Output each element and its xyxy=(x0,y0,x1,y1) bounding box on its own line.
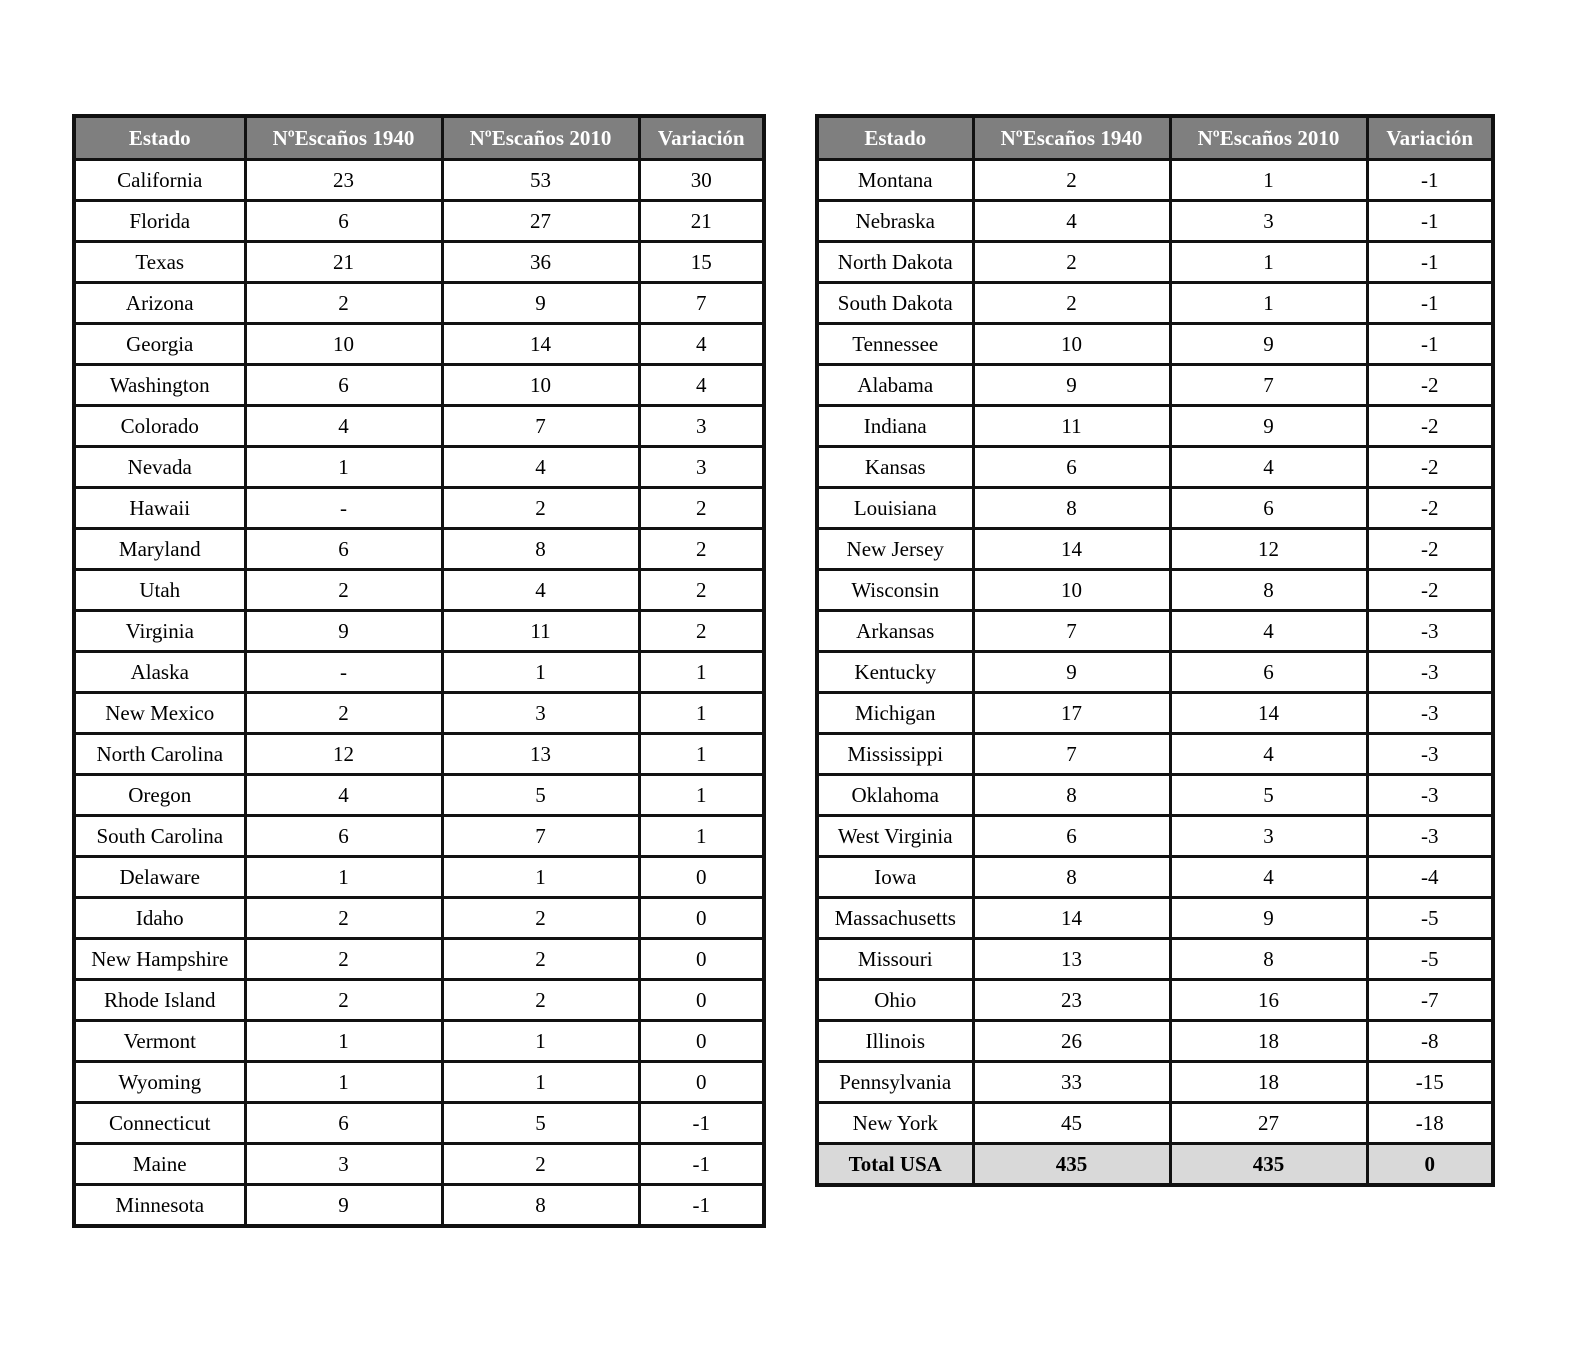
cell-seats-1940: 1 xyxy=(245,1062,442,1103)
table-row xyxy=(74,775,764,816)
cell-seats-1940: 6 xyxy=(245,365,442,406)
cell-seats-1940: 4 xyxy=(245,406,442,447)
cell-variation: 0 xyxy=(639,857,764,898)
table-body-left xyxy=(74,160,764,1227)
table-row xyxy=(817,1062,1493,1103)
table-row xyxy=(74,898,764,939)
cell-variation: -2 xyxy=(1367,488,1493,529)
table-row xyxy=(74,324,764,365)
table-row xyxy=(74,816,764,857)
cell-variation: -3 xyxy=(1367,652,1493,693)
table-row xyxy=(74,1103,764,1144)
cell-variation: -1 xyxy=(1367,242,1493,283)
cell-variation: -2 xyxy=(1367,406,1493,447)
table-row xyxy=(817,816,1493,857)
cell-seats-1940: 23 xyxy=(245,160,442,201)
table-header-row xyxy=(817,116,1493,160)
cell-variation: 4 xyxy=(639,365,764,406)
cell-seats-1940: 6 xyxy=(245,529,442,570)
table-row xyxy=(817,242,1493,283)
cell-seats-2010: 2 xyxy=(442,488,639,529)
cell-seats-2010: 4 xyxy=(442,447,639,488)
cell-seats-2010: 2 xyxy=(442,1144,639,1185)
column-header-seats-2010: NºEscaños 2010 xyxy=(442,116,639,160)
table-row xyxy=(817,447,1493,488)
cell-variation: -3 xyxy=(1367,816,1493,857)
cell-variation: 21 xyxy=(639,201,764,242)
cell-seats-1940: 33 xyxy=(973,1062,1170,1103)
table-row xyxy=(74,857,764,898)
table-row xyxy=(74,160,764,201)
cell-seats-1940: - xyxy=(245,652,442,693)
cell-state: Nebraska xyxy=(817,201,973,242)
cell-variation: 15 xyxy=(639,242,764,283)
cell-variation: 1 xyxy=(639,734,764,775)
cell-seats-2010: 18 xyxy=(1170,1062,1367,1103)
cell-seats-1940: 2 xyxy=(973,160,1170,201)
cell-seats-1940: 2 xyxy=(973,283,1170,324)
cell-state: Maryland xyxy=(74,529,245,570)
cell-seats-1940: 6 xyxy=(245,816,442,857)
cell-seats-1940: 6 xyxy=(973,447,1170,488)
cell-state: Ohio xyxy=(817,980,973,1021)
seats-table-right xyxy=(815,114,1495,1187)
table-row xyxy=(74,570,764,611)
cell-variation: 1 xyxy=(639,652,764,693)
cell-seats-2010: 36 xyxy=(442,242,639,283)
cell-seats-2010: 4 xyxy=(1170,611,1367,652)
cell-seats-2010: 2 xyxy=(442,939,639,980)
cell-seats-2010: 14 xyxy=(442,324,639,365)
cell-state: Nevada xyxy=(74,447,245,488)
cell-seats-2010: 4 xyxy=(442,570,639,611)
cell-state: Washington xyxy=(74,365,245,406)
cell-seats-2010: 5 xyxy=(442,1103,639,1144)
cell-seats-1940: 23 xyxy=(973,980,1170,1021)
cell-state: Delaware xyxy=(74,857,245,898)
table-row xyxy=(74,1062,764,1103)
cell-variation: 2 xyxy=(639,611,764,652)
cell-state: South Carolina xyxy=(74,816,245,857)
cell-seats-2010: 6 xyxy=(1170,652,1367,693)
table-row xyxy=(74,406,764,447)
cell-state: Louisiana xyxy=(817,488,973,529)
table-header-row xyxy=(74,116,764,160)
cell-seats-1940: 9 xyxy=(245,611,442,652)
cell-state: Idaho xyxy=(74,898,245,939)
table-row xyxy=(74,201,764,242)
cell-state: North Carolina xyxy=(74,734,245,775)
cell-seats-2010: 9 xyxy=(442,283,639,324)
table-row xyxy=(74,980,764,1021)
cell-seats-1940: 1 xyxy=(245,1021,442,1062)
cell-seats-1940: 10 xyxy=(973,324,1170,365)
cell-seats-2010: 2 xyxy=(442,980,639,1021)
table-row xyxy=(817,529,1493,570)
table-row xyxy=(817,570,1493,611)
cell-state: Missouri xyxy=(817,939,973,980)
cell-seats-1940: 9 xyxy=(973,652,1170,693)
cell-seats-2010: 1 xyxy=(1170,160,1367,201)
table-row xyxy=(817,406,1493,447)
cell-state: Tennessee xyxy=(817,324,973,365)
cell-variation: -2 xyxy=(1367,529,1493,570)
cell-variation: -1 xyxy=(1367,324,1493,365)
table-row xyxy=(817,283,1493,324)
table-row xyxy=(74,1021,764,1062)
cell-seats-1940: 8 xyxy=(973,775,1170,816)
cell-variation: -2 xyxy=(1367,447,1493,488)
cell-state: Pennsylvania xyxy=(817,1062,973,1103)
cell-state: Hawaii xyxy=(74,488,245,529)
cell-seats-1940: 8 xyxy=(973,488,1170,529)
cell-variation: -18 xyxy=(1367,1103,1493,1144)
table-row xyxy=(817,652,1493,693)
cell-state: Maine xyxy=(74,1144,245,1185)
table-row xyxy=(817,324,1493,365)
cell-seats-1940: 11 xyxy=(973,406,1170,447)
cell-seats-2010: 3 xyxy=(442,693,639,734)
cell-seats-1940: 17 xyxy=(973,693,1170,734)
cell-state: New Mexico xyxy=(74,693,245,734)
cell-seats-1940: 21 xyxy=(245,242,442,283)
cell-seats-2010: 27 xyxy=(442,201,639,242)
cell-variation: -1 xyxy=(639,1103,764,1144)
table-row xyxy=(74,939,764,980)
cell-seats-2010: 7 xyxy=(442,816,639,857)
column-header-seats-2010: NºEscaños 2010 xyxy=(1170,116,1367,160)
cell-state: Connecticut xyxy=(74,1103,245,1144)
cell-variation: 2 xyxy=(639,529,764,570)
cell-variation: 7 xyxy=(639,283,764,324)
cell-seats-1940: 8 xyxy=(973,857,1170,898)
table-row xyxy=(74,611,764,652)
cell-seats-2010: 3 xyxy=(1170,816,1367,857)
cell-seats-1940: 6 xyxy=(245,201,442,242)
table-row xyxy=(74,242,764,283)
cell-variation: 1 xyxy=(639,816,764,857)
table-row xyxy=(74,529,764,570)
cell-variation: 0 xyxy=(639,939,764,980)
cell-seats-1940: 2 xyxy=(245,939,442,980)
table-row xyxy=(817,775,1493,816)
table-row xyxy=(74,693,764,734)
table-row xyxy=(817,201,1493,242)
cell-seats-1940: 10 xyxy=(973,570,1170,611)
cell-state: West Virginia xyxy=(817,816,973,857)
cell-state: Minnesota xyxy=(74,1185,245,1227)
cell-state: South Dakota xyxy=(817,283,973,324)
cell-state: Massachusetts xyxy=(817,898,973,939)
cell-variation: 2 xyxy=(639,488,764,529)
cell-seats-2010: 1 xyxy=(442,1062,639,1103)
cell-seats-1940: 45 xyxy=(973,1103,1170,1144)
table-row xyxy=(817,1103,1493,1144)
cell-seats-2010: 13 xyxy=(442,734,639,775)
cell-variation: 4 xyxy=(639,324,764,365)
total-cell-state: Total USA xyxy=(817,1144,973,1186)
cell-variation: -2 xyxy=(1367,570,1493,611)
table-row xyxy=(817,898,1493,939)
column-header-state: Estado xyxy=(817,116,973,160)
cell-seats-2010: 10 xyxy=(442,365,639,406)
cell-state: Alabama xyxy=(817,365,973,406)
cell-variation: -3 xyxy=(1367,693,1493,734)
cell-seats-2010: 9 xyxy=(1170,406,1367,447)
cell-variation: 1 xyxy=(639,693,764,734)
cell-seats-2010: 27 xyxy=(1170,1103,1367,1144)
cell-state: Rhode Island xyxy=(74,980,245,1021)
cell-seats-1940: 1 xyxy=(245,447,442,488)
table-row xyxy=(74,1144,764,1185)
table-row xyxy=(817,980,1493,1021)
cell-variation: 30 xyxy=(639,160,764,201)
cell-seats-2010: 16 xyxy=(1170,980,1367,1021)
cell-seats-2010: 1 xyxy=(442,1021,639,1062)
cell-variation: 0 xyxy=(639,980,764,1021)
cell-seats-1940: 3 xyxy=(245,1144,442,1185)
cell-seats-1940: 2 xyxy=(973,242,1170,283)
cell-seats-2010: 4 xyxy=(1170,734,1367,775)
table-row xyxy=(74,1185,764,1227)
cell-seats-2010: 8 xyxy=(442,529,639,570)
cell-seats-1940: 6 xyxy=(245,1103,442,1144)
table-body-right xyxy=(817,160,1493,1186)
cell-variation: -15 xyxy=(1367,1062,1493,1103)
cell-state: Michigan xyxy=(817,693,973,734)
cell-seats-2010: 4 xyxy=(1170,447,1367,488)
table-row xyxy=(74,447,764,488)
table-row xyxy=(817,1021,1493,1062)
cell-seats-2010: 1 xyxy=(442,652,639,693)
cell-variation: -1 xyxy=(639,1185,764,1227)
cell-seats-2010: 12 xyxy=(1170,529,1367,570)
cell-state: Colorado xyxy=(74,406,245,447)
cell-seats-1940: 2 xyxy=(245,570,442,611)
cell-variation: 3 xyxy=(639,406,764,447)
cell-state: Iowa xyxy=(817,857,973,898)
cell-seats-1940: 10 xyxy=(245,324,442,365)
column-header-variation: Variación xyxy=(639,116,764,160)
cell-state: Vermont xyxy=(74,1021,245,1062)
cell-seats-1940: 9 xyxy=(245,1185,442,1227)
cell-seats-1940: 1 xyxy=(245,857,442,898)
cell-variation: 3 xyxy=(639,447,764,488)
cell-seats-2010: 14 xyxy=(1170,693,1367,734)
cell-state: Arizona xyxy=(74,283,245,324)
cell-state: California xyxy=(74,160,245,201)
total-cell-seats-1940: 435 xyxy=(973,1144,1170,1186)
cell-variation: -1 xyxy=(639,1144,764,1185)
cell-seats-2010: 1 xyxy=(442,857,639,898)
cell-seats-1940: 13 xyxy=(973,939,1170,980)
cell-state: Virginia xyxy=(74,611,245,652)
cell-seats-1940: 4 xyxy=(245,775,442,816)
cell-variation: -2 xyxy=(1367,365,1493,406)
cell-variation: 0 xyxy=(639,1021,764,1062)
column-header-seats-1940: NºEscaños 1940 xyxy=(245,116,442,160)
cell-seats-2010: 1 xyxy=(1170,283,1367,324)
table-row xyxy=(817,488,1493,529)
table-row xyxy=(817,857,1493,898)
cell-variation: -3 xyxy=(1367,611,1493,652)
table-row xyxy=(74,734,764,775)
column-header-state: Estado xyxy=(74,116,245,160)
cell-seats-2010: 6 xyxy=(1170,488,1367,529)
cell-state: Oklahoma xyxy=(817,775,973,816)
cell-seats-2010: 5 xyxy=(1170,775,1367,816)
cell-variation: 1 xyxy=(639,775,764,816)
cell-variation: -5 xyxy=(1367,939,1493,980)
cell-seats-2010: 8 xyxy=(1170,939,1367,980)
table-row xyxy=(817,693,1493,734)
cell-state: Kentucky xyxy=(817,652,973,693)
table-row xyxy=(74,283,764,324)
seats-table-left xyxy=(72,114,766,1228)
cell-state: Wyoming xyxy=(74,1062,245,1103)
cell-seats-1940: 9 xyxy=(973,365,1170,406)
cell-variation: -3 xyxy=(1367,734,1493,775)
cell-seats-2010: 8 xyxy=(442,1185,639,1227)
cell-seats-2010: 7 xyxy=(1170,365,1367,406)
table-row xyxy=(817,160,1493,201)
table-row xyxy=(74,652,764,693)
cell-seats-2010: 7 xyxy=(442,406,639,447)
cell-seats-1940: 7 xyxy=(973,734,1170,775)
cell-seats-1940: 2 xyxy=(245,283,442,324)
cell-seats-1940: 7 xyxy=(973,611,1170,652)
total-cell-seats-2010: 435 xyxy=(1170,1144,1367,1186)
table-row xyxy=(817,939,1493,980)
cell-state: Kansas xyxy=(817,447,973,488)
table-row xyxy=(74,488,764,529)
cell-state: Illinois xyxy=(817,1021,973,1062)
cell-seats-2010: 3 xyxy=(1170,201,1367,242)
cell-seats-1940: 12 xyxy=(245,734,442,775)
cell-state: Indiana xyxy=(817,406,973,447)
cell-state: Texas xyxy=(74,242,245,283)
cell-seats-2010: 11 xyxy=(442,611,639,652)
cell-seats-1940: - xyxy=(245,488,442,529)
cell-variation: 0 xyxy=(639,1062,764,1103)
cell-state: Wisconsin xyxy=(817,570,973,611)
cell-state: Mississippi xyxy=(817,734,973,775)
cell-variation: 2 xyxy=(639,570,764,611)
cell-variation: -3 xyxy=(1367,775,1493,816)
table-row xyxy=(817,365,1493,406)
cell-seats-1940: 2 xyxy=(245,693,442,734)
cell-variation: -1 xyxy=(1367,201,1493,242)
cell-variation: -7 xyxy=(1367,980,1493,1021)
table-row xyxy=(817,734,1493,775)
cell-state: Alaska xyxy=(74,652,245,693)
table-row xyxy=(817,611,1493,652)
cell-variation: -1 xyxy=(1367,283,1493,324)
cell-seats-2010: 9 xyxy=(1170,324,1367,365)
cell-seats-2010: 18 xyxy=(1170,1021,1367,1062)
cell-state: New York xyxy=(817,1103,973,1144)
cell-state: Montana xyxy=(817,160,973,201)
cell-state: North Dakota xyxy=(817,242,973,283)
cell-seats-2010: 4 xyxy=(1170,857,1367,898)
cell-variation: -8 xyxy=(1367,1021,1493,1062)
cell-variation: -1 xyxy=(1367,160,1493,201)
cell-seats-1940: 2 xyxy=(245,980,442,1021)
cell-state: New Jersey xyxy=(817,529,973,570)
cell-seats-1940: 14 xyxy=(973,898,1170,939)
cell-state: Arkansas xyxy=(817,611,973,652)
cell-variation: -4 xyxy=(1367,857,1493,898)
cell-seats-1940: 2 xyxy=(245,898,442,939)
table-row xyxy=(74,365,764,406)
cell-state: Florida xyxy=(74,201,245,242)
cell-seats-2010: 1 xyxy=(1170,242,1367,283)
cell-seats-2010: 8 xyxy=(1170,570,1367,611)
cell-state: Utah xyxy=(74,570,245,611)
cell-variation: 0 xyxy=(639,898,764,939)
cell-state: Oregon xyxy=(74,775,245,816)
cell-seats-1940: 14 xyxy=(973,529,1170,570)
cell-seats-1940: 6 xyxy=(973,816,1170,857)
cell-seats-1940: 26 xyxy=(973,1021,1170,1062)
cell-seats-2010: 2 xyxy=(442,898,639,939)
cell-seats-1940: 4 xyxy=(973,201,1170,242)
cell-state: New Hampshire xyxy=(74,939,245,980)
cell-state: Georgia xyxy=(74,324,245,365)
column-header-variation: Variación xyxy=(1367,116,1493,160)
cell-variation: -5 xyxy=(1367,898,1493,939)
cell-seats-2010: 5 xyxy=(442,775,639,816)
total-row xyxy=(817,1144,1493,1186)
column-header-seats-1940: NºEscaños 1940 xyxy=(973,116,1170,160)
cell-seats-2010: 9 xyxy=(1170,898,1367,939)
total-cell-variation: 0 xyxy=(1367,1144,1493,1186)
cell-seats-2010: 53 xyxy=(442,160,639,201)
